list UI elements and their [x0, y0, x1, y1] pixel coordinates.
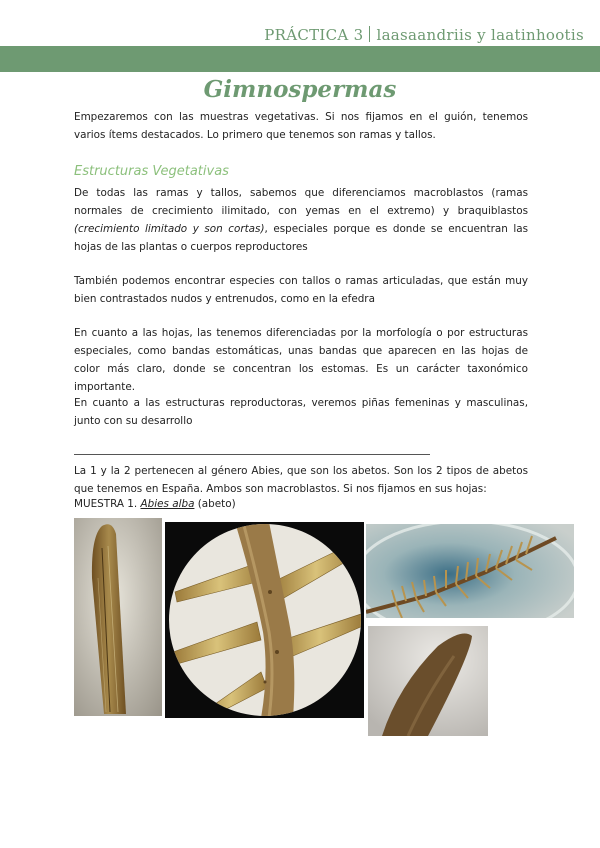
branches-paragraph: [74, 184, 528, 256]
branches-text-end: , especiales porque es donde se encuentran las hojas de las plantas o cuerpos reproductores: [74, 223, 529, 253]
header-separator: [369, 26, 370, 42]
sample-label: [74, 498, 236, 510]
section-heading: Estructuras Vegetativas: [74, 164, 229, 179]
needle-tip-photo: [368, 626, 488, 736]
sample-prefix: MUESTRA 1.: [74, 498, 141, 510]
sample-common: (abeto): [194, 498, 236, 510]
header-band: [0, 46, 600, 72]
intro-paragraph: Empezaremos con las muestras vegetativas. Si nos fijamos en el guión, tenemos varios ítems destacados. Lo primero que tenemos son ramas y tallos.: [74, 111, 528, 141]
divider-line: [74, 454, 430, 455]
leaves-paragraph: En cuanto a las hojas, las tenemos diferenciadas por la morfología o por estructuras especiales, como bandas estomáticas, unas bandas que aparecen en las hojas de color más claro, donde se concentran los estomas. Es un carácter taxonómico importante.: [74, 327, 528, 393]
leaf-microscope-photo: [74, 518, 162, 716]
articulated-paragraph: También podemos encontrar especies con tallos o ramas articuladas, que están muy bien contrastados nudos y entrenudos, como en la efedra: [74, 275, 528, 305]
abies-paragraph: La 1 y la 2 pertenecen al género Abies, que son los abetos. Son los 2 tipos de abetos que tenemos en España. Ambos son macroblastos. Si nos fijamos en sus hojas:: [74, 465, 528, 495]
stem-needles-photo: [165, 522, 364, 718]
branches-text-italic: (crecimiento limitado y son cortas): [74, 223, 265, 235]
header-title: [264, 26, 584, 44]
reproductive-paragraph: En cuanto a las estructuras reproductoras, veremos piñas femeninas y masculinas, junto con su desarrollo: [74, 397, 528, 427]
page-title: Gimnospermas: [203, 76, 397, 103]
subject-label: laasaandriis y laatinhootis: [376, 26, 584, 44]
practice-label: PRÁCTICA 3: [264, 26, 364, 44]
branches-text-start: De todas las ramas y tallos, sabemos que diferenciamos macroblastos (ramas normales de crecimiento ilimitado, con yemas en el extremo) y braquiblastos: [74, 187, 528, 217]
sample-species: Abies alba: [140, 498, 195, 510]
sprig-petri-photo: [366, 524, 574, 624]
